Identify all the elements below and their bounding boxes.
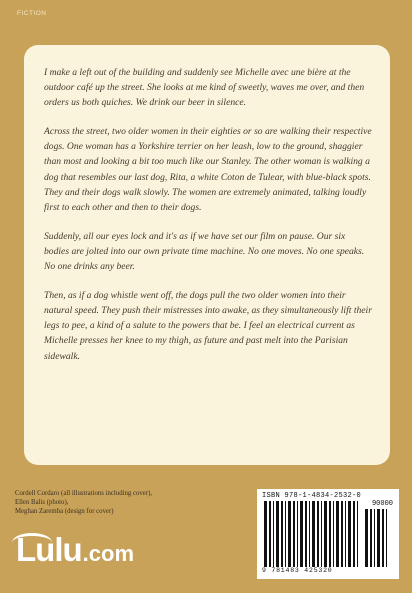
credits-block: [15, 489, 152, 516]
excerpt-paragraph: Then, as if a dog whistle went off, the dogs pull the two older women into their natural speed. They push their mistresses into awake, as they simultaneously lift their legs to pee, a kind of a salute to the powers that be. I feel an electrical current as Michelle presses her knee to my thigh, as future and past melt into the Parisian sidewalk.: [44, 290, 372, 362]
barcode-main-icon: [264, 501, 360, 567]
isbn-barcode: [257, 489, 399, 579]
credit-line: Meghan Zaremba (design for cover): [15, 508, 114, 515]
publisher-logo: [16, 531, 134, 569]
isbn-number: ISBN 978-1-4834-2532-0: [262, 492, 362, 500]
credit-line: Ellen Balis (photo),: [15, 499, 69, 506]
excerpt-paragraph: Across the street, two older women in their eighties or so are walking their respective dogs. One woman has a Yorkshire terrier on her leash, low to the ground, shaggier than most and looking a bit too much like our Stanley. The other woman is walking a dog that resembles our last dog, Rita, a white Coton de Tulear, with blue-black spots. They and their dogs walk slowly. The women are extremely animated, talking loudly first to each other and then to their dogs.: [44, 126, 372, 213]
logo-suffix: .com: [82, 541, 135, 566]
excerpt-paragraph: Suddenly, all our eyes lock and it's as if we have set our film on pause. Our six bodies are jolted into our own private time machine. No one moves. No one speaks. No one drinks any beer.: [44, 230, 365, 273]
barcode-addon-icon: [365, 509, 391, 567]
credit-line: Cordell Cordaro (all illustrations including cover),: [15, 490, 153, 497]
excerpt-paragraph: I make a left out of the building and suddenly see Michelle avec une bière at the outdoor café up the street. She looks at me kind of sweetly, waves me over, and then orders us both quiches. We drink our beer in silence.: [44, 67, 365, 109]
logo-swoosh-icon: [12, 533, 52, 552]
genre-label: FICTION: [17, 10, 47, 17]
price-code: 90000: [371, 500, 393, 508]
barcode-digits: 9 781483 425320: [262, 567, 333, 574]
logo-name: Lulu: [16, 531, 82, 568]
excerpt-panel: [24, 45, 390, 465]
